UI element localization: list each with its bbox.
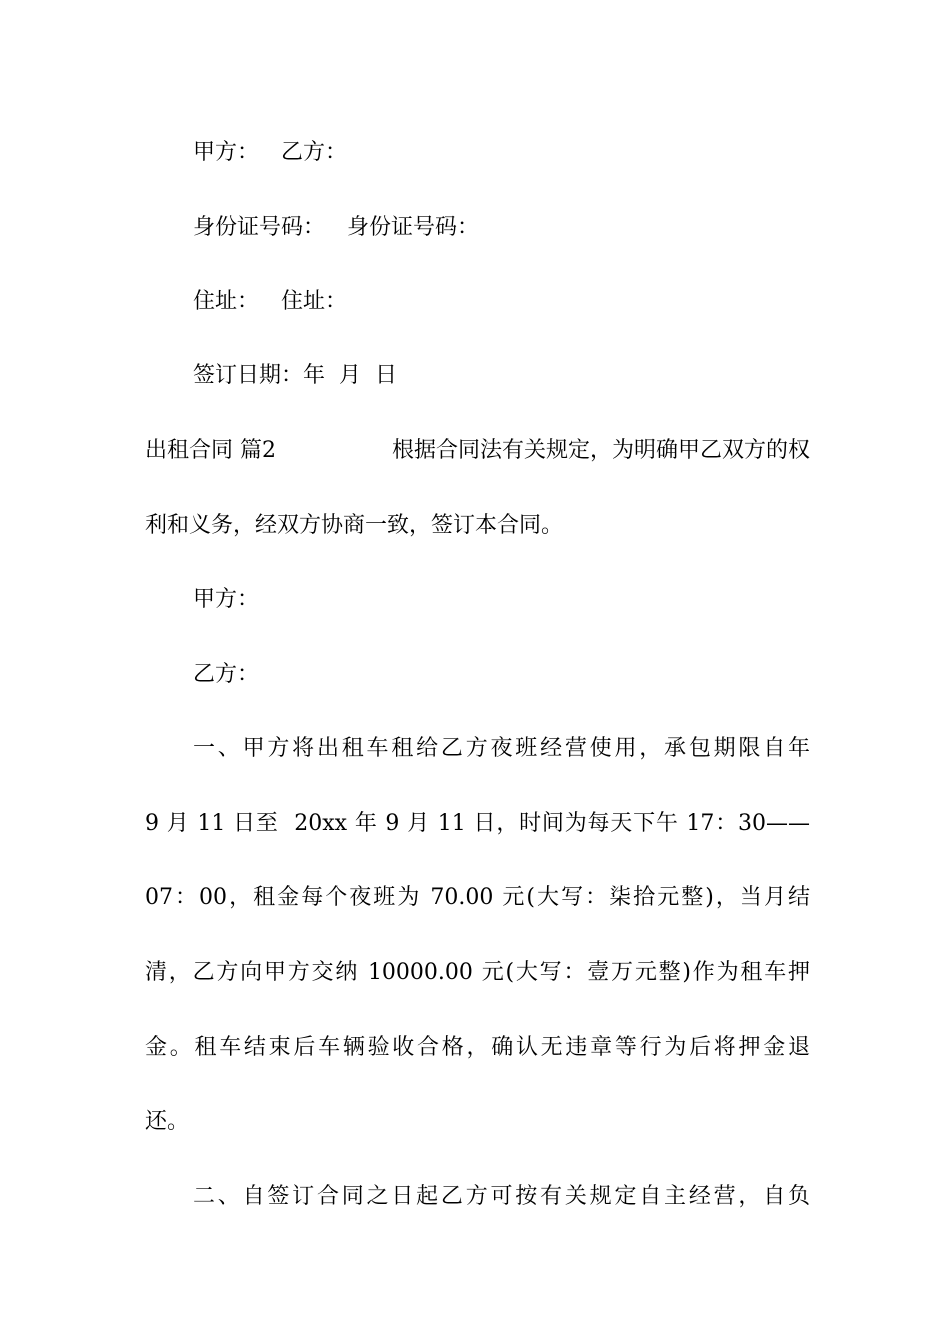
party-b-address-label: 住址： <box>281 289 348 314</box>
clause1-line-5: 金。租车结束后车辆验收合格，确认无违章等行为后将押金退 <box>145 1035 810 1060</box>
party-a-id-label: 身份证号码： <box>193 215 326 240</box>
clause2-line-1: 二、自签订合同之日起乙方可按有关规定自主经营，自负 <box>193 1184 810 1209</box>
section-title: 出租合同 篇2 <box>145 438 276 463</box>
party-a-address-label: 住址： <box>193 289 260 314</box>
signature-address-line <box>193 287 858 317</box>
signature-party-line <box>193 138 858 168</box>
party-b-label: 乙方： <box>281 140 348 165</box>
intro-text-2: 利和义务，经双方协商一致，签订本合同。 <box>145 513 564 538</box>
party-b-line: 乙方： <box>193 662 260 687</box>
clause1-line-2: 9 月 11 日至 20xx 年 9 月 11 日，时间为每天下午 17：30—— <box>145 811 810 836</box>
clause1-line-1: 一、甲方将出租车租给乙方夜班经营使用，承包期限自年 <box>193 736 810 761</box>
party-b-id-label: 身份证号码： <box>347 215 480 240</box>
section-intro-line-1 <box>145 436 810 466</box>
clause1-line-6: 还。 <box>145 1109 190 1134</box>
signature-id-line <box>193 213 858 243</box>
clause1-line-3: 07：00，租金每个夜班为 70.00 元(大写：柒拾元整)，当月结 <box>145 885 810 910</box>
intro-text-1: 根据合同法有关规定，为明确甲乙双方的权 <box>391 438 810 463</box>
party-a-line: 甲方： <box>193 587 260 612</box>
clause1-line-4: 清，乙方向甲方交纳 10000.00 元(大写：壹万元整)作为租车押 <box>145 960 810 985</box>
party-a-label: 甲方： <box>193 140 260 165</box>
signature-date-line: 签订日期：年 月 日 <box>193 363 397 388</box>
